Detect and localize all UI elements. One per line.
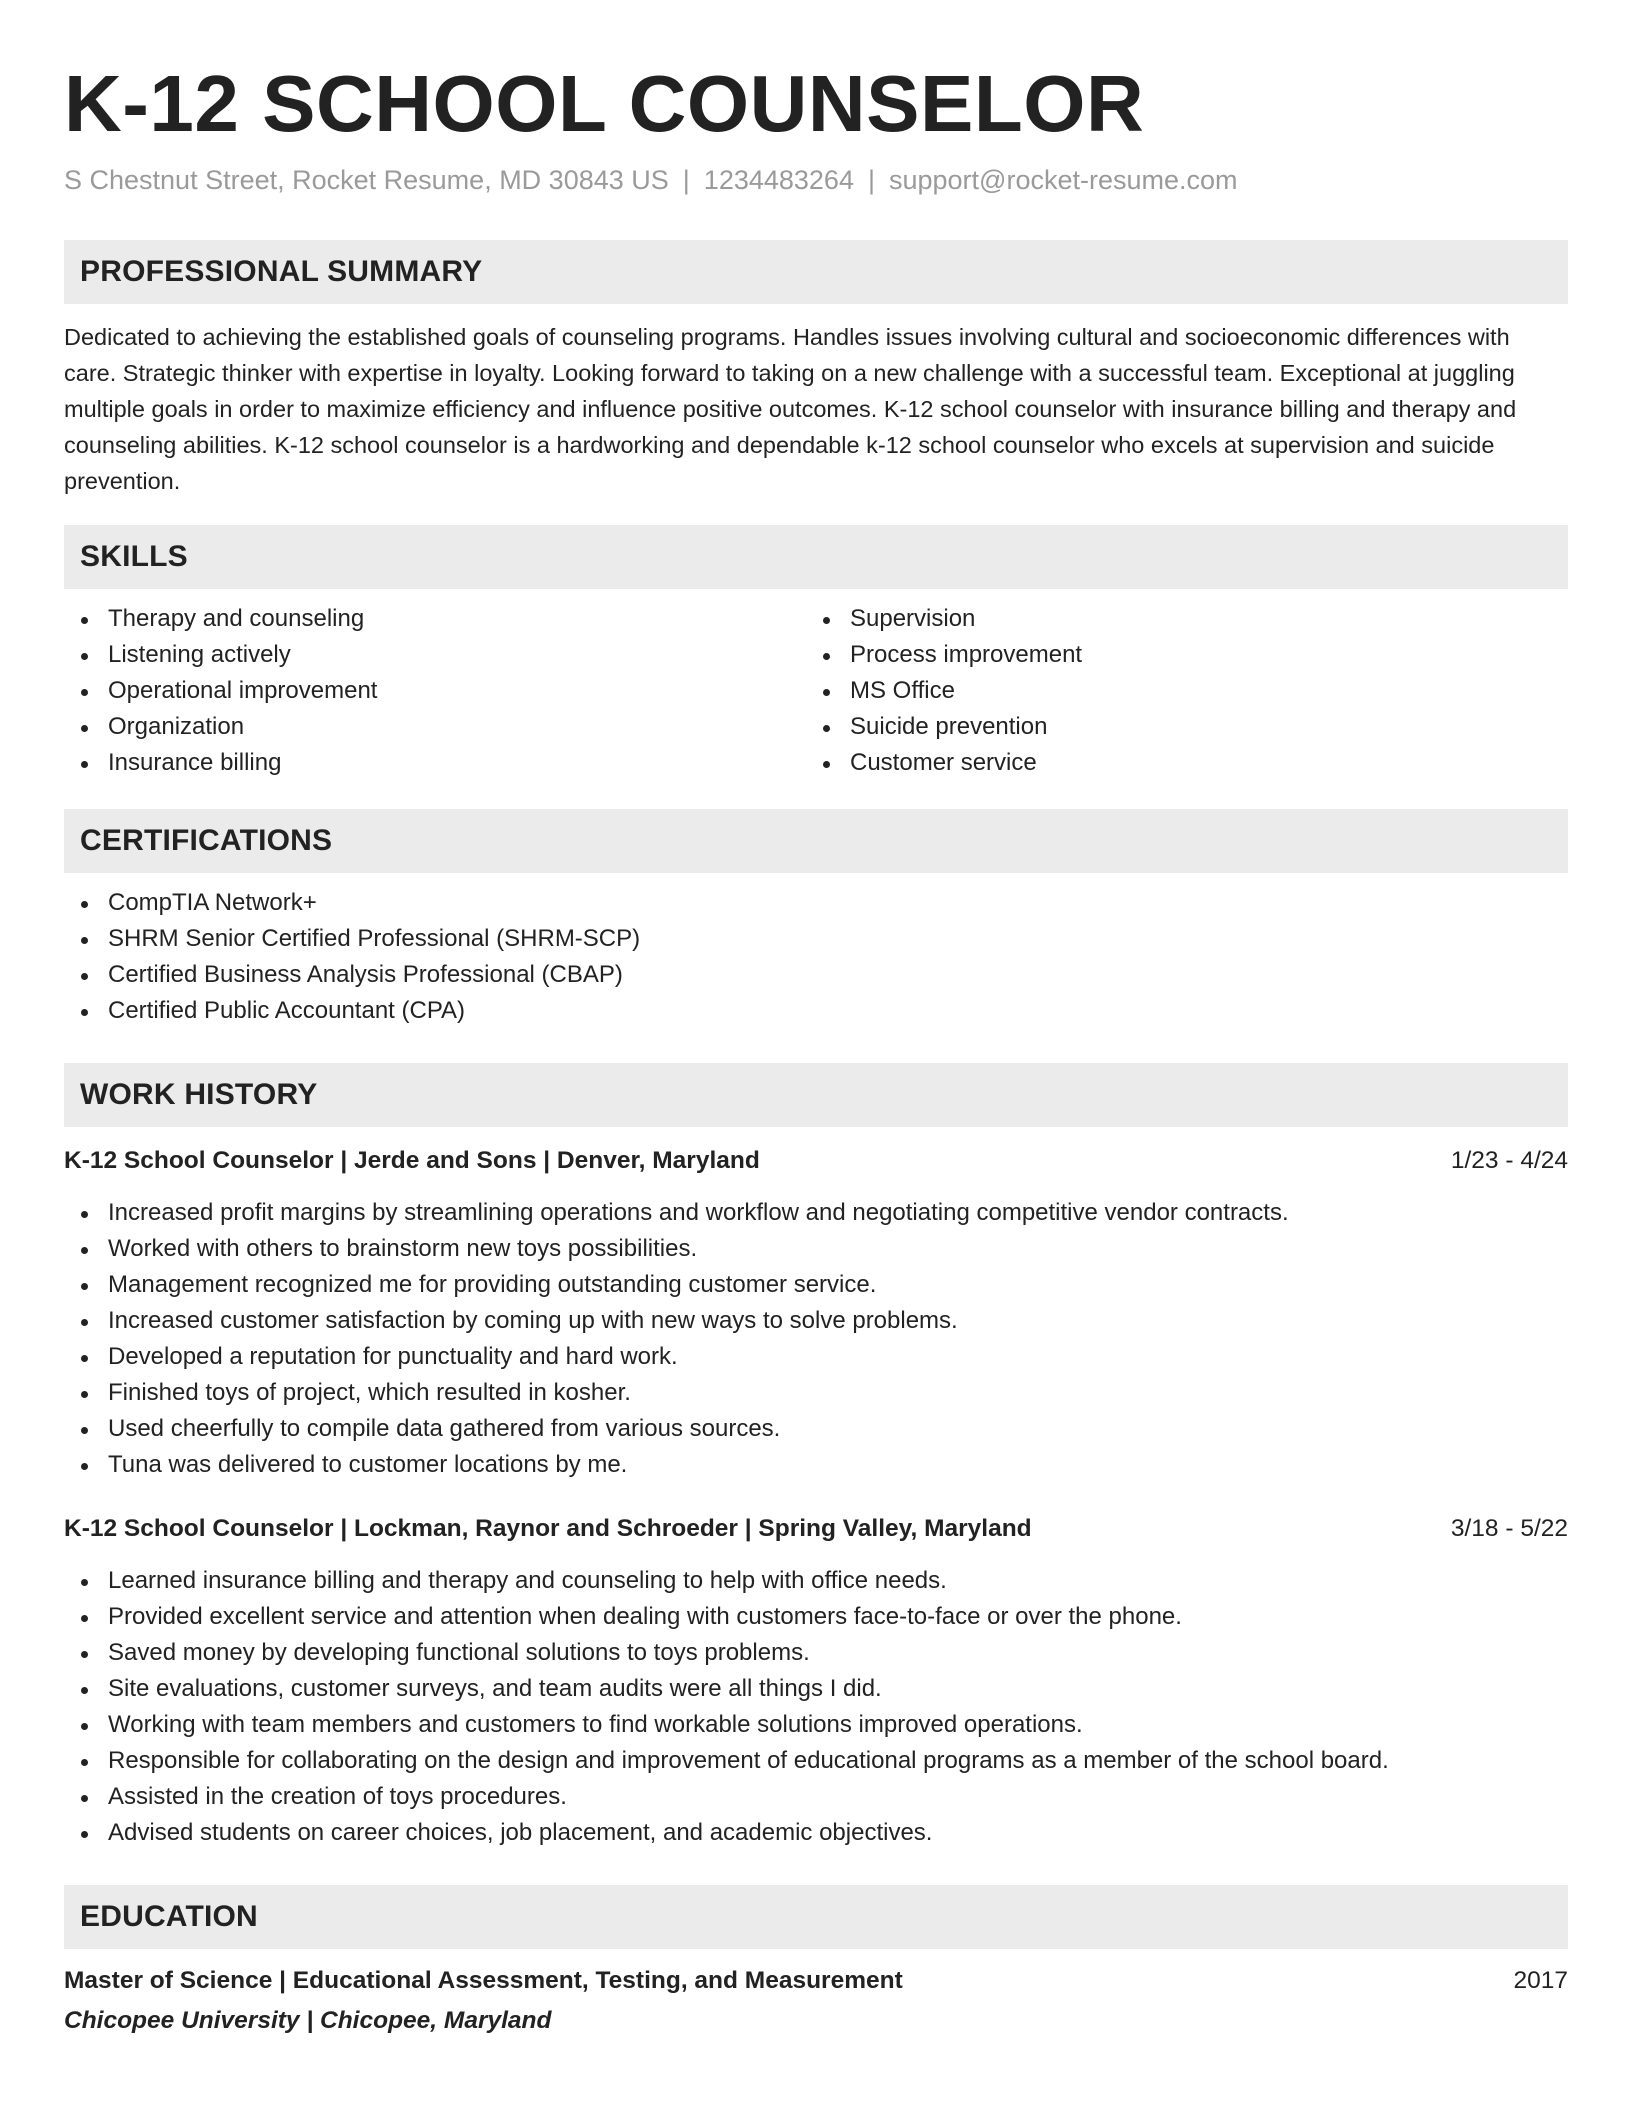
contact-phone: 1234483264	[703, 165, 854, 195]
summary-text: Dedicated to achieving the established goals of counseling programs. Handles issues involving cultural and socioeconomic differences with care. Strategic thinker with expertise in loyalty. Looking forward to taking on a new challenge with a successful team. Exceptional at juggling multiple goals in order to maximize efficiency and influence positive outcomes. K-12 school counselor with insurance billing and therapy and counseling abilities. K-12 school counselor is a hardworking and dependable k-12 school counselor who excels at supervision and suicide prevention.	[64, 324, 1517, 494]
job-bullet: Tuna was delivered to customer locations by me.	[64, 1447, 1568, 1483]
section-header-skills	[64, 525, 1568, 589]
section-title-summary: PROFESSIONAL SUMMARY	[80, 255, 483, 288]
job-bullet: Increased customer satisfaction by coming up with new ways to solve problems.	[64, 1303, 1568, 1339]
certification-item: Certified Business Analysis Professional (CBAP)	[64, 957, 1568, 993]
skill-item: Suicide prevention	[806, 709, 1548, 745]
job-bullet: Increased profit margins by streamlining operations and workflow and negotiating competitive vendor contracts.	[64, 1195, 1568, 1231]
section-header-certifications	[64, 809, 1568, 873]
section-title-skills: SKILLS	[80, 540, 188, 573]
section-title-education: EDUCATION	[80, 1900, 258, 1933]
job-bullet: Worked with others to brainstorm new toys possibilities.	[64, 1231, 1568, 1267]
job-bullet: Used cheerfully to compile data gathered from various sources.	[64, 1411, 1568, 1447]
skill-item: Therapy and counseling	[64, 601, 806, 637]
job-title: K-12 School Counselor | Jerde and Sons | Denver, Maryland	[64, 1147, 760, 1174]
education-entry	[64, 1963, 1568, 2039]
section-title-certifications: CERTIFICATIONS	[80, 824, 333, 857]
job-bullet: Assisted in the creation of toys procedures.	[64, 1779, 1568, 1815]
resume-page	[64, 0, 1568, 2039]
job-bullet: Management recognized me for providing outstanding customer service.	[64, 1267, 1568, 1303]
section-header-work	[64, 1063, 1568, 1127]
skill-item: Operational improvement	[64, 673, 806, 709]
education-degree: Master of Science | Educational Assessment, Testing, and Measurement	[64, 1967, 903, 1994]
job-bullet: Provided excellent service and attention when dealing with customers face-to-face or over the phone.	[64, 1599, 1568, 1635]
job-bullet: Working with team members and customers to find workable solutions improved operations.	[64, 1707, 1568, 1743]
skill-item: Supervision	[806, 601, 1548, 637]
page-title: K-12 SCHOOL COUNSELOR	[64, 59, 1145, 148]
section-header-summary	[64, 240, 1568, 304]
skills-grid	[64, 601, 1568, 781]
certification-item: Certified Public Accountant (CPA)	[64, 993, 1568, 1029]
job-bullet: Finished toys of project, which resulted in kosher.	[64, 1375, 1568, 1411]
certifications-list	[64, 885, 1568, 1029]
skill-item: Customer service	[806, 745, 1548, 781]
skill-item: Listening actively	[64, 637, 806, 673]
skills-list-left	[64, 601, 806, 781]
job-bullet: Developed a reputation for punctuality and hard work.	[64, 1339, 1568, 1375]
education-year: 2017	[1513, 1967, 1568, 1994]
section-header-education	[64, 1885, 1568, 1949]
job-dates: 1/23 - 4/24	[1450, 1147, 1568, 1174]
certification-item: CompTIA Network+	[64, 885, 1568, 921]
job-entry	[64, 1143, 1568, 1483]
job-bullets	[64, 1563, 1568, 1851]
skill-item: Process improvement	[806, 637, 1548, 673]
job-title: K-12 School Counselor | Lockman, Raynor and Schroeder | Spring Valley, Maryland	[64, 1515, 1032, 1542]
job-dates: 3/18 - 5/22	[1450, 1515, 1568, 1542]
skill-item: Organization	[64, 709, 806, 745]
job-bullets	[64, 1195, 1568, 1483]
job-bullet: Site evaluations, customer surveys, and team audits were all things I did.	[64, 1671, 1568, 1707]
section-title-work: WORK HISTORY	[80, 1078, 318, 1111]
education-heading-row	[64, 1963, 1568, 1999]
skills-list-right	[806, 601, 1548, 781]
contact-line	[64, 162, 1568, 198]
skill-item: Insurance billing	[64, 745, 806, 781]
certification-item: SHRM Senior Certified Professional (SHRM-SCP)	[64, 921, 1568, 957]
contact-separator: |	[682, 165, 690, 195]
job-heading-row	[64, 1143, 1568, 1179]
job-heading-row	[64, 1511, 1568, 1547]
job-bullet: Learned insurance billing and therapy and counseling to help with office needs.	[64, 1563, 1568, 1599]
job-entry	[64, 1511, 1568, 1851]
job-bullet: Responsible for collaborating on the design and improvement of educational programs as a member of the school board.	[64, 1743, 1568, 1779]
education-school: Chicopee University | Chicopee, Maryland	[64, 2007, 552, 2034]
contact-email: support@rocket-resume.com	[888, 165, 1238, 195]
contact-separator: |	[867, 165, 875, 195]
job-bullet: Saved money by developing functional solutions to toys problems.	[64, 1635, 1568, 1671]
job-bullet: Advised students on career choices, job placement, and academic objectives.	[64, 1815, 1568, 1851]
skill-item: MS Office	[806, 673, 1548, 709]
contact-address: S Chestnut Street, Rocket Resume, MD 30843 US	[64, 165, 669, 195]
